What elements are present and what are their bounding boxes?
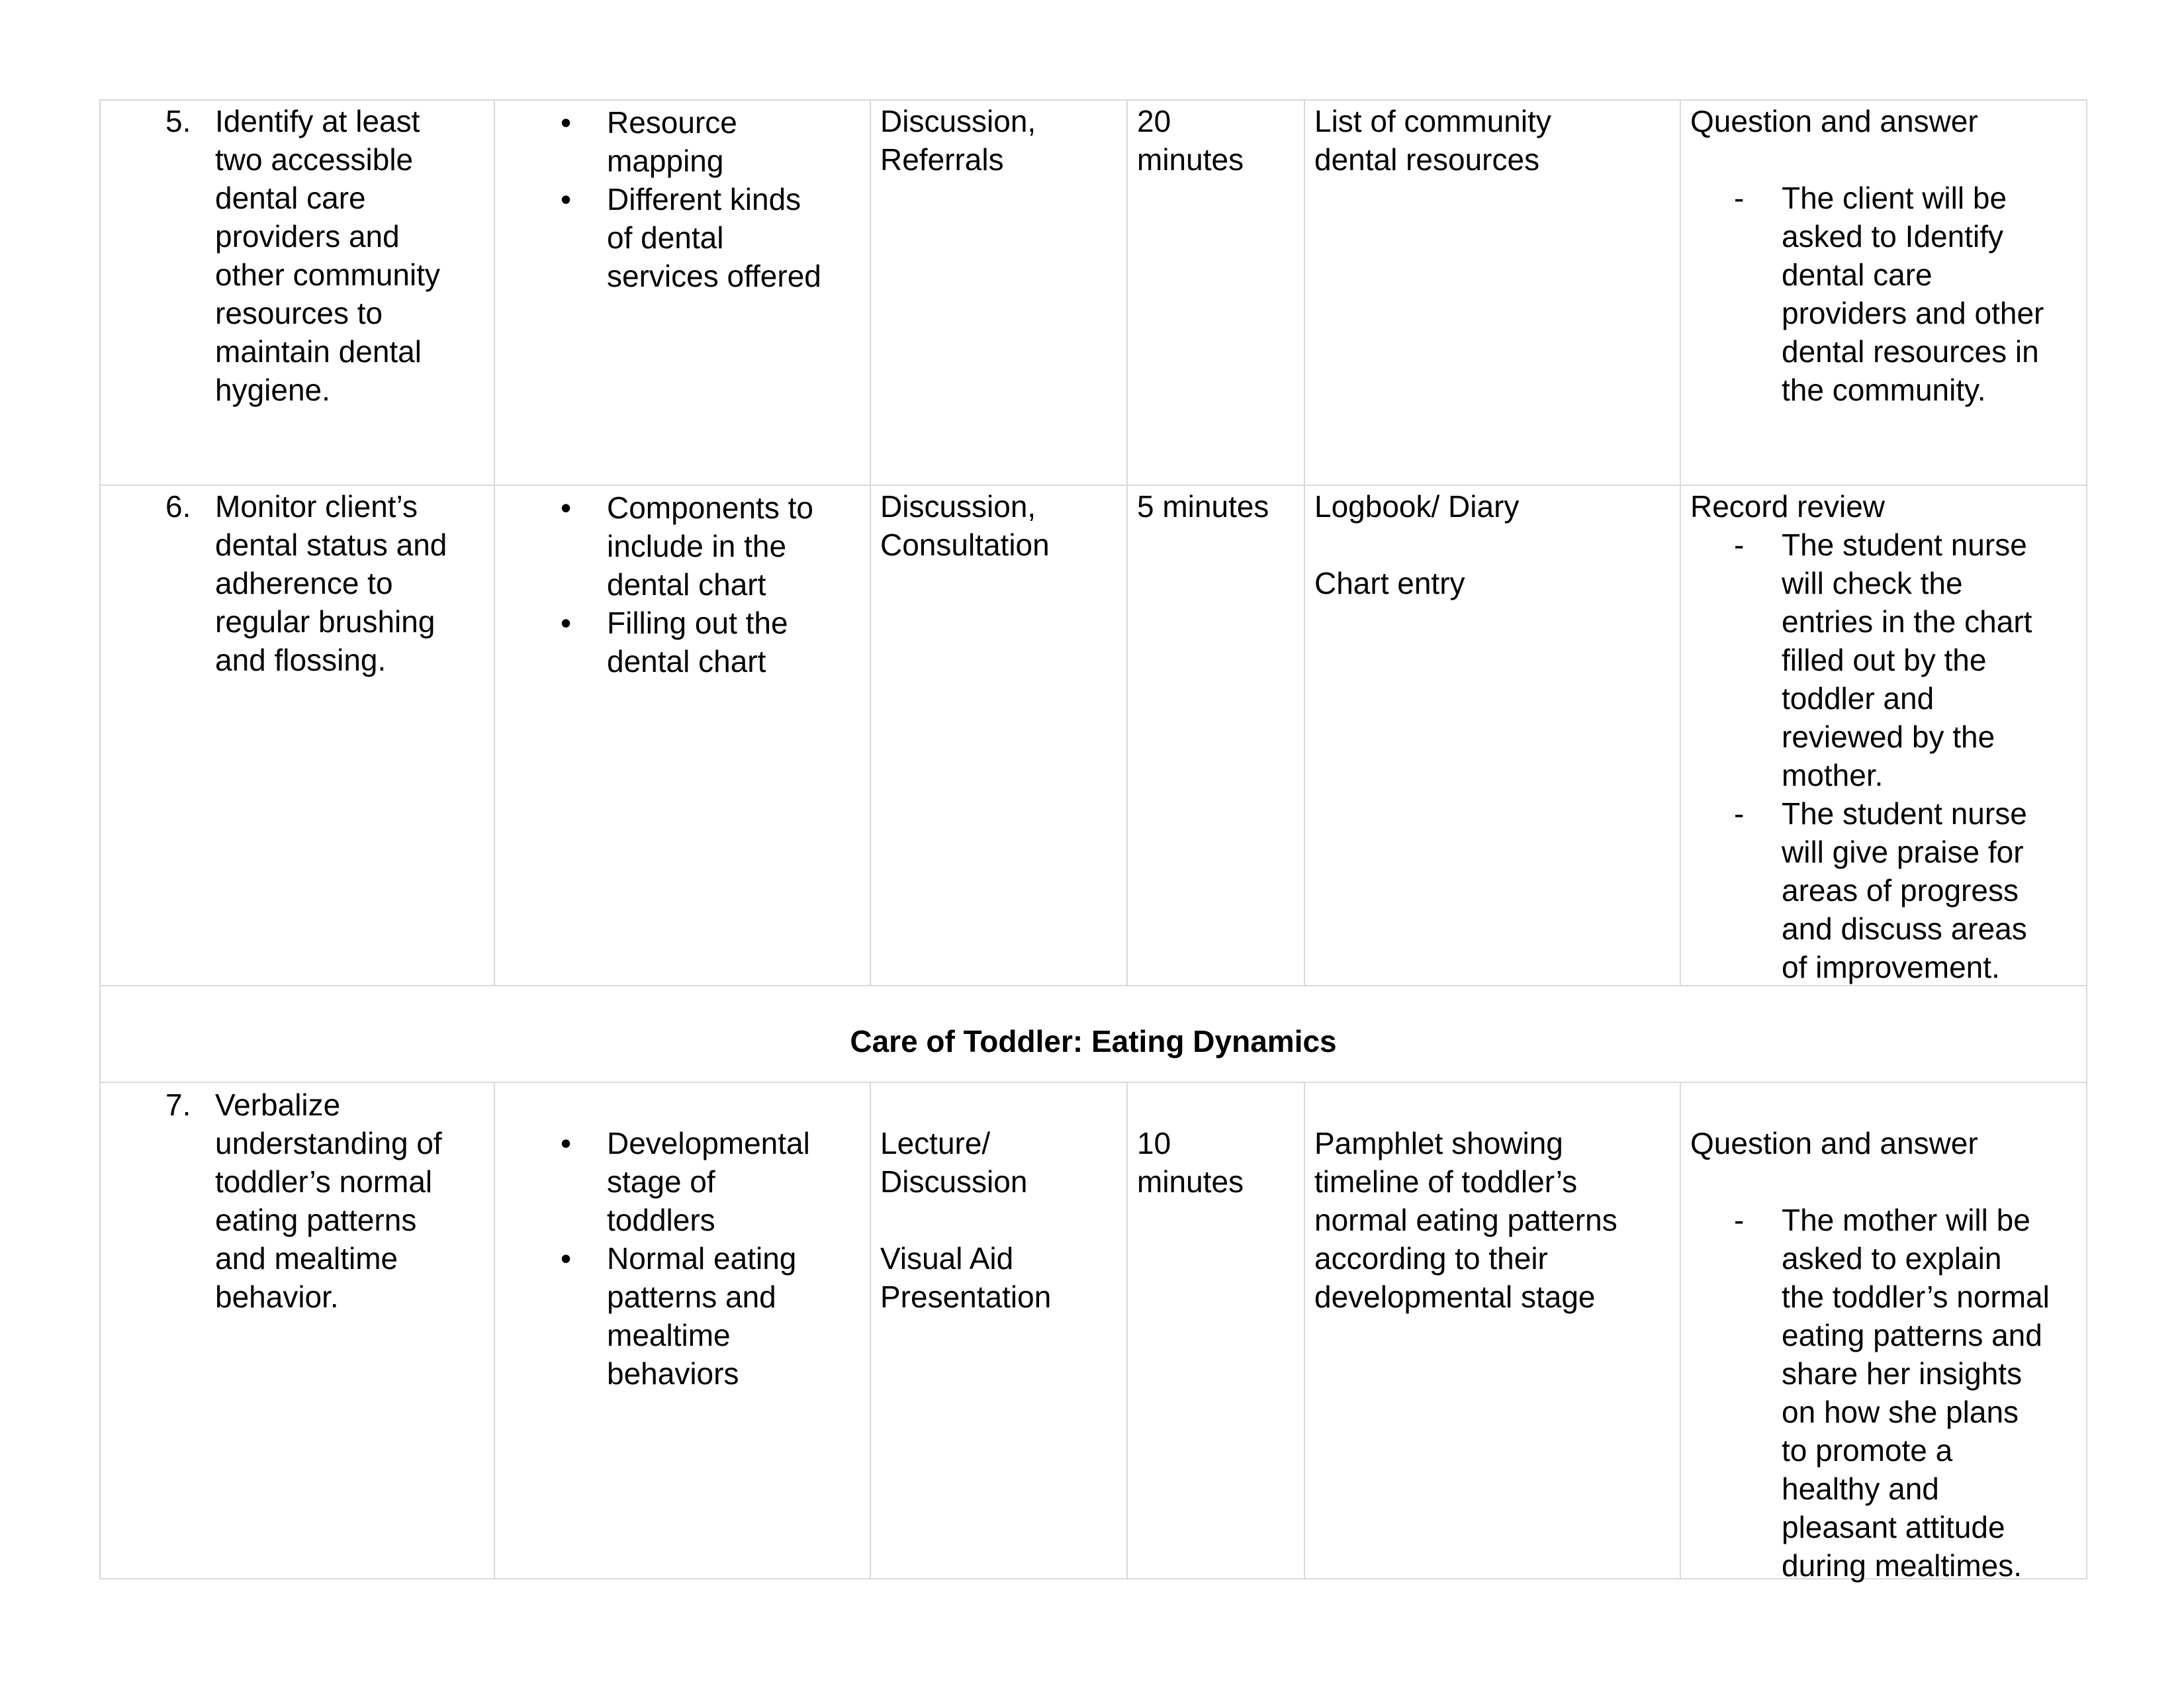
evaluation-text: to promote a: [1782, 1433, 1953, 1468]
objective-text: behavior.: [215, 1280, 339, 1314]
section-title: Care of Toddler: Eating Dynamics: [850, 1024, 1337, 1058]
objective-text: understanding of: [215, 1126, 442, 1160]
method-text: Visual Aid: [880, 1241, 1014, 1276]
content-text: Components to: [607, 491, 813, 525]
content-text: dental chart: [607, 644, 766, 679]
objective-text: maintain dental: [215, 334, 422, 369]
content-text: patterns and: [607, 1280, 776, 1314]
objective-text: and mealtime: [215, 1241, 398, 1276]
dash-icon: -: [1734, 528, 1745, 562]
resources-text: dental resources: [1314, 142, 1540, 177]
bullet-icon: •: [561, 1126, 572, 1160]
content-text: dental chart: [607, 567, 766, 602]
evaluation-text: areas of progress: [1782, 873, 2019, 908]
objective-text: and flossing.: [215, 643, 387, 677]
resources-text: according to their: [1314, 1241, 1548, 1276]
content-text: Developmental: [607, 1126, 810, 1160]
method-text: Presentation: [880, 1280, 1052, 1314]
resources-text: List of community: [1314, 104, 1551, 138]
objective-text: hygiene.: [215, 373, 330, 407]
method-text: Discussion: [880, 1164, 1028, 1199]
evaluation-text: providers and other: [1782, 296, 2044, 330]
resources-text: developmental stage: [1314, 1280, 1596, 1314]
dash-icon: -: [1734, 796, 1745, 831]
objective-text: resources to: [215, 296, 383, 330]
evaluation-text: reviewed by the: [1782, 720, 1995, 754]
evaluation-text: eating patterns and: [1782, 1318, 2042, 1352]
column-divider: [1304, 101, 1305, 985]
evaluation-heading: Question and answer: [1690, 1126, 1978, 1160]
content-text: toddlers: [607, 1203, 715, 1237]
content-text: Resource: [607, 105, 737, 140]
lesson-plan-table: [99, 99, 2087, 1583]
time-text: 20: [1137, 104, 1171, 138]
method-text: Lecture/: [880, 1126, 991, 1160]
objective-number: 6.: [165, 489, 191, 524]
content-text: Different kinds: [607, 182, 801, 216]
method-text: Discussion,: [880, 489, 1036, 524]
evaluation-text: entries in the chart: [1782, 604, 2032, 639]
time-text: 5 minutes: [1137, 489, 1269, 524]
evaluation-text: The mother will be: [1782, 1203, 2030, 1237]
evaluation-text: The client will be: [1782, 181, 2007, 215]
time-text: minutes: [1137, 142, 1244, 177]
content-text: services offered: [607, 259, 821, 293]
resources-text: Pamphlet showing: [1314, 1126, 1563, 1160]
evaluation-heading: Record review: [1690, 489, 1885, 524]
evaluation-text: asked to Identify: [1782, 219, 2003, 254]
evaluation-text: filled out by the: [1782, 643, 1987, 677]
row-divider: [101, 1082, 2086, 1083]
bullet-icon: •: [561, 182, 572, 216]
method-text: Consultation: [880, 528, 1050, 562]
column-divider: [1304, 1083, 1305, 1578]
evaluation-text: of improvement.: [1782, 950, 2000, 984]
evaluation-text: will give praise for: [1782, 835, 2024, 869]
bullet-icon: •: [561, 105, 572, 140]
dash-icon: -: [1734, 181, 1745, 215]
objective-text: dental status and: [215, 528, 447, 562]
evaluation-text: and discuss areas: [1782, 912, 2027, 946]
content-text: include in the: [607, 529, 787, 563]
objective-text: other community: [215, 258, 441, 292]
objective-text: Verbalize: [215, 1088, 341, 1122]
resources-text: timeline of toddler’s: [1314, 1164, 1578, 1199]
column-divider: [1680, 1083, 1681, 1578]
content-text: Filling out the: [607, 606, 788, 640]
evaluation-text: toddler and: [1782, 681, 1934, 716]
method-text: Referrals: [880, 142, 1004, 177]
evaluation-text: dental care: [1782, 258, 1933, 292]
evaluation-text: healthy and: [1782, 1472, 1939, 1506]
content-text: stage of: [607, 1164, 715, 1199]
content-text: Normal eating: [607, 1241, 797, 1276]
resources-text: Chart entry: [1314, 566, 1465, 600]
evaluation-text: will check the: [1782, 566, 1963, 600]
objective-number: 5.: [165, 104, 191, 138]
objective-text: providers and: [215, 219, 400, 254]
content-text: of dental: [607, 220, 724, 255]
evaluation-text: The student nurse: [1782, 796, 2027, 831]
evaluation-text: dental resources in: [1782, 334, 2039, 369]
objective-text: toddler’s normal: [215, 1164, 433, 1199]
objective-number: 7.: [165, 1088, 191, 1122]
resources-text: Logbook/ Diary: [1314, 489, 1520, 524]
row-divider: [101, 485, 2086, 486]
objective-text: Identify at least: [215, 104, 420, 138]
column-divider: [1126, 1083, 1128, 1578]
evaluation-text: share her insights: [1782, 1356, 2023, 1391]
evaluation-text: The student nurse: [1782, 528, 2027, 562]
evaluation-text: the toddler’s normal: [1782, 1280, 2050, 1314]
column-divider: [494, 101, 495, 985]
evaluation-heading: Question and answer: [1690, 104, 1978, 138]
column-divider: [870, 1083, 871, 1578]
evaluation-text: the community.: [1782, 373, 1986, 407]
evaluation-text: on how she plans: [1782, 1395, 2019, 1429]
resources-text: normal eating patterns: [1314, 1203, 1617, 1237]
objective-text: Monitor client’s: [215, 489, 418, 524]
content-text: mapping: [607, 144, 724, 178]
objective-text: two accessible: [215, 142, 414, 177]
method-text: Discussion,: [880, 104, 1036, 138]
evaluation-text: pleasant attitude: [1782, 1510, 2005, 1544]
evaluation-text: during mealtimes.: [1782, 1548, 2023, 1583]
objective-text: adherence to: [215, 566, 393, 600]
evaluation-text: asked to explain: [1782, 1241, 2002, 1276]
column-divider: [1126, 101, 1128, 985]
content-text: behaviors: [607, 1356, 739, 1391]
bullet-icon: •: [561, 606, 572, 640]
column-divider: [494, 1083, 495, 1578]
time-text: minutes: [1137, 1164, 1244, 1199]
column-divider: [1680, 101, 1681, 985]
objective-text: eating patterns: [215, 1203, 417, 1237]
evaluation-text: mother.: [1782, 758, 1884, 792]
bullet-icon: •: [561, 491, 572, 525]
objective-text: regular brushing: [215, 604, 435, 639]
dash-icon: -: [1734, 1203, 1745, 1237]
content-text: mealtime: [607, 1318, 731, 1352]
column-divider: [870, 101, 871, 985]
objective-text: dental care: [215, 181, 366, 215]
bullet-icon: •: [561, 1241, 572, 1276]
time-text: 10: [1137, 1126, 1171, 1160]
